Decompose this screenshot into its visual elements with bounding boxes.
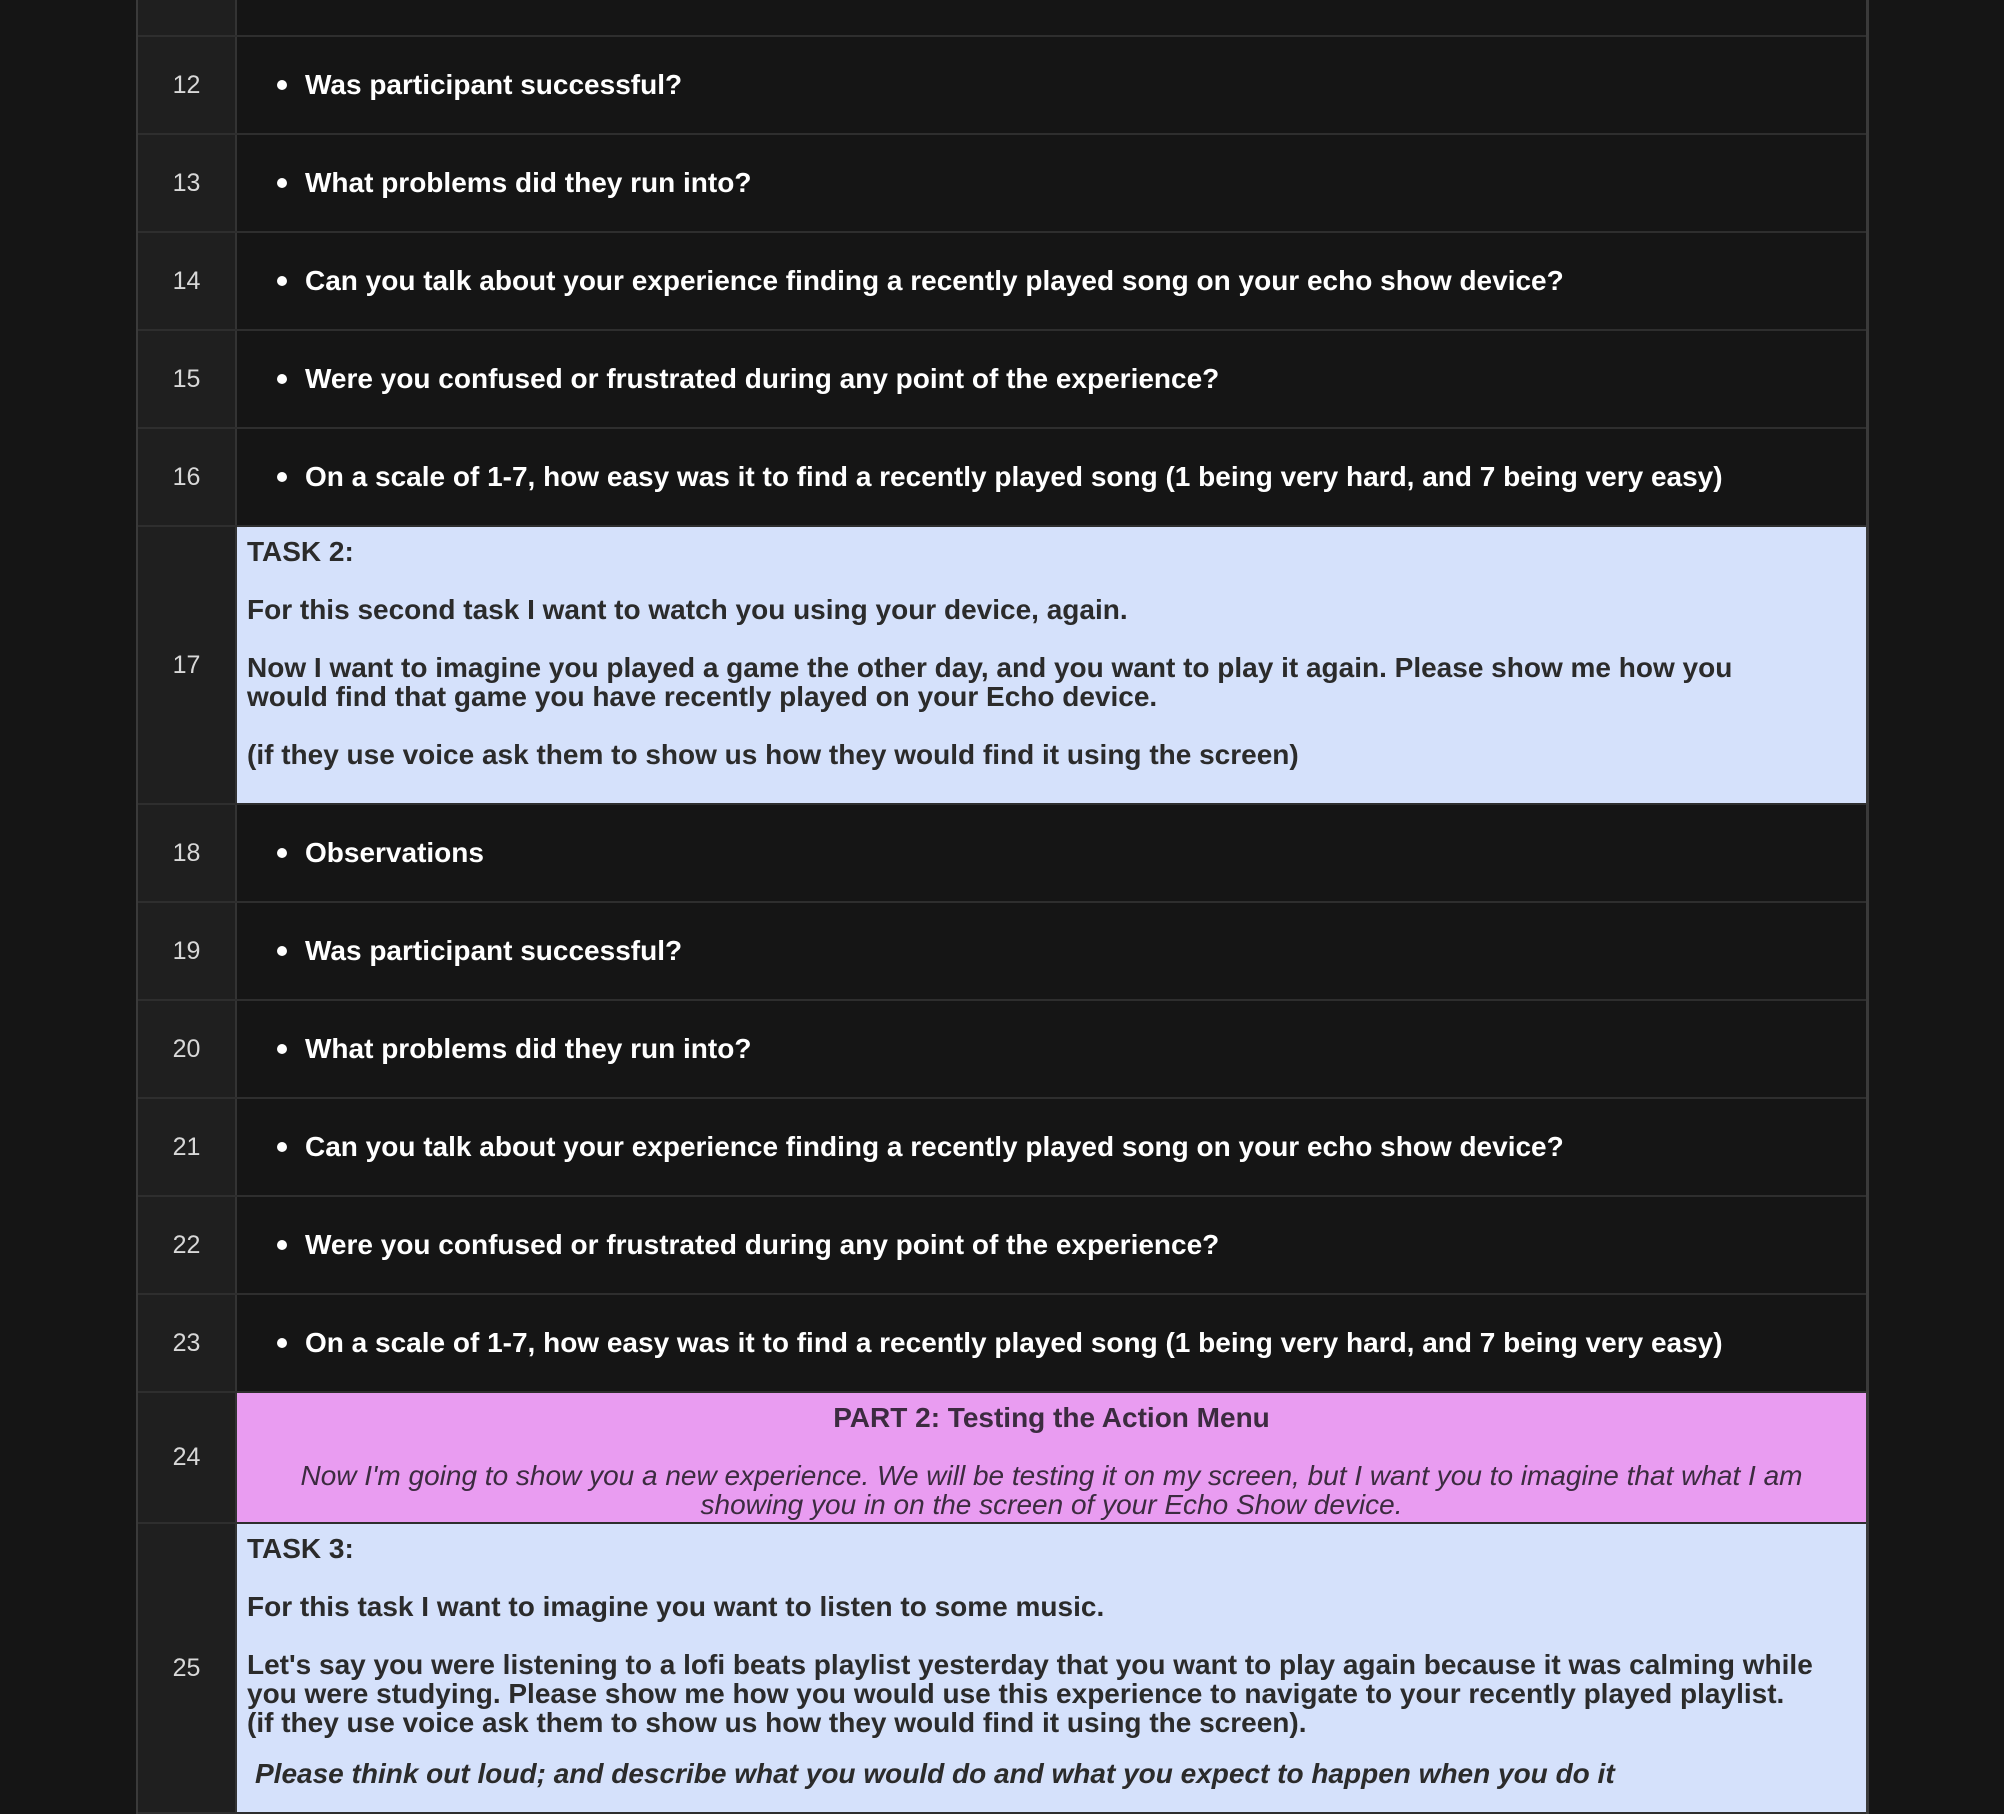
spreadsheet-table [136,0,1869,1814]
table-row[interactable] [138,233,1866,331]
row-number[interactable]: 21 [138,1099,237,1195]
bullet-icon [277,472,287,482]
row-number[interactable]: 19 [138,903,237,999]
cell-text: Observations [305,837,484,868]
bullet-icon [277,276,287,286]
bullet-icon [277,1142,287,1152]
row-number[interactable]: 18 [138,805,237,901]
bullet-cell[interactable] [237,233,1866,329]
row-number[interactable]: 23 [138,1295,237,1391]
table-row[interactable] [138,429,1866,527]
table-row-part-2[interactable] [138,1393,1866,1524]
bullet-cell[interactable] [237,1295,1866,1391]
bullet-icon [277,946,287,956]
row-number[interactable]: 22 [138,1197,237,1293]
cell-text: On a scale of 1-7, how easy was it to find a recently played song (1 being very hard, and 7 being very easy) [305,461,1723,492]
bullet-cell[interactable] [237,135,1866,231]
task-instruction: Let's say you were listening to a lofi beats playlist yesterday that you want to play again because it was calming while you were studying. Please show me how you would use this experience to navigate to your recently played playlist. (if they use voice ask them to show us how they would find it using the screen). [247,1649,1813,1738]
cell-text: Can you talk about your experience finding a recently played song on your echo show device? [305,265,1564,296]
row-number[interactable]: 14 [138,233,237,329]
cell-text: Were you confused or frustrated during any point of the experience? [305,363,1220,394]
task-note: (if they use voice ask them to show us how they would find it using the screen) [247,739,1299,770]
table-row[interactable] [138,903,1866,1001]
row-number[interactable]: 16 [138,429,237,525]
bullet-cell[interactable] [237,903,1866,999]
bullet-icon [277,1338,287,1348]
table-row[interactable] [138,331,1866,429]
part-2-cell[interactable] [237,1393,1866,1522]
cell[interactable] [237,0,1866,35]
table-row[interactable] [138,1295,1866,1393]
task-title: TASK 2: [247,536,354,567]
cell-text: On a scale of 1-7, how easy was it to find a recently played song (1 being very hard, and 7 being very easy) [305,1327,1723,1358]
table-row-task-3[interactable] [138,1524,1866,1814]
cell-text: Was participant successful? [305,935,683,966]
bullet-icon [277,374,287,384]
bullet-cell[interactable] [237,1099,1866,1195]
task-instruction: Now I want to imagine you played a game the other day, and you want to play it again. Please show me how you would find that game you have recently played on your Echo device. [247,652,1733,712]
task-note: Please think out loud; and describe what you would do and what you expect to happen when you do it [255,1758,1615,1789]
row-number[interactable]: 15 [138,331,237,427]
table-row[interactable] [138,1197,1866,1295]
bullet-icon [277,1240,287,1250]
row-number[interactable]: 20 [138,1001,237,1097]
bullet-cell[interactable] [237,1197,1866,1293]
task-title: TASK 3: [247,1533,354,1564]
cell-text: Was participant successful? [305,69,683,100]
table-row[interactable] [138,1001,1866,1099]
bullet-icon [277,848,287,858]
row-number[interactable]: 17 [138,527,237,803]
table-row[interactable] [138,805,1866,903]
part-description: Now I'm going to show you a new experience. We will be testing it on my screen, but I want you to imagine that what I am showing you in on the screen of your Echo Show device. [300,1460,1803,1520]
table-row[interactable] [138,135,1866,233]
table-row[interactable] [138,0,1866,37]
bullet-cell[interactable] [237,37,1866,133]
task-instruction: For this task I want to imagine you want to listen to some music. [247,1591,1105,1622]
bullet-icon [277,80,287,90]
row-number[interactable]: 24 [138,1393,237,1522]
task-2-cell[interactable] [237,527,1866,803]
task-instruction: For this second task I want to watch you using your device, again. [247,594,1128,625]
table-row-task-2[interactable] [138,527,1866,805]
cell-text: Can you talk about your experience finding a recently played song on your echo show device? [305,1131,1564,1162]
task-3-cell[interactable] [237,1524,1866,1812]
bullet-cell[interactable] [237,331,1866,427]
cell-text: Were you confused or frustrated during any point of the experience? [305,1229,1220,1260]
cell-text: What problems did they run into? [305,1033,752,1064]
table-row[interactable] [138,37,1866,135]
row-number[interactable]: 12 [138,37,237,133]
bullet-cell[interactable] [237,805,1866,901]
cell-text: What problems did they run into? [305,167,752,198]
bullet-icon [277,178,287,188]
table-row[interactable] [138,1099,1866,1197]
bullet-cell[interactable] [237,1001,1866,1097]
part-title: PART 2: Testing the Action Menu [833,1402,1270,1433]
bullet-icon [277,1044,287,1054]
bullet-cell[interactable] [237,429,1866,525]
row-number[interactable]: 25 [138,1524,237,1812]
row-number[interactable]: 13 [138,135,237,231]
row-number[interactable] [138,0,237,35]
